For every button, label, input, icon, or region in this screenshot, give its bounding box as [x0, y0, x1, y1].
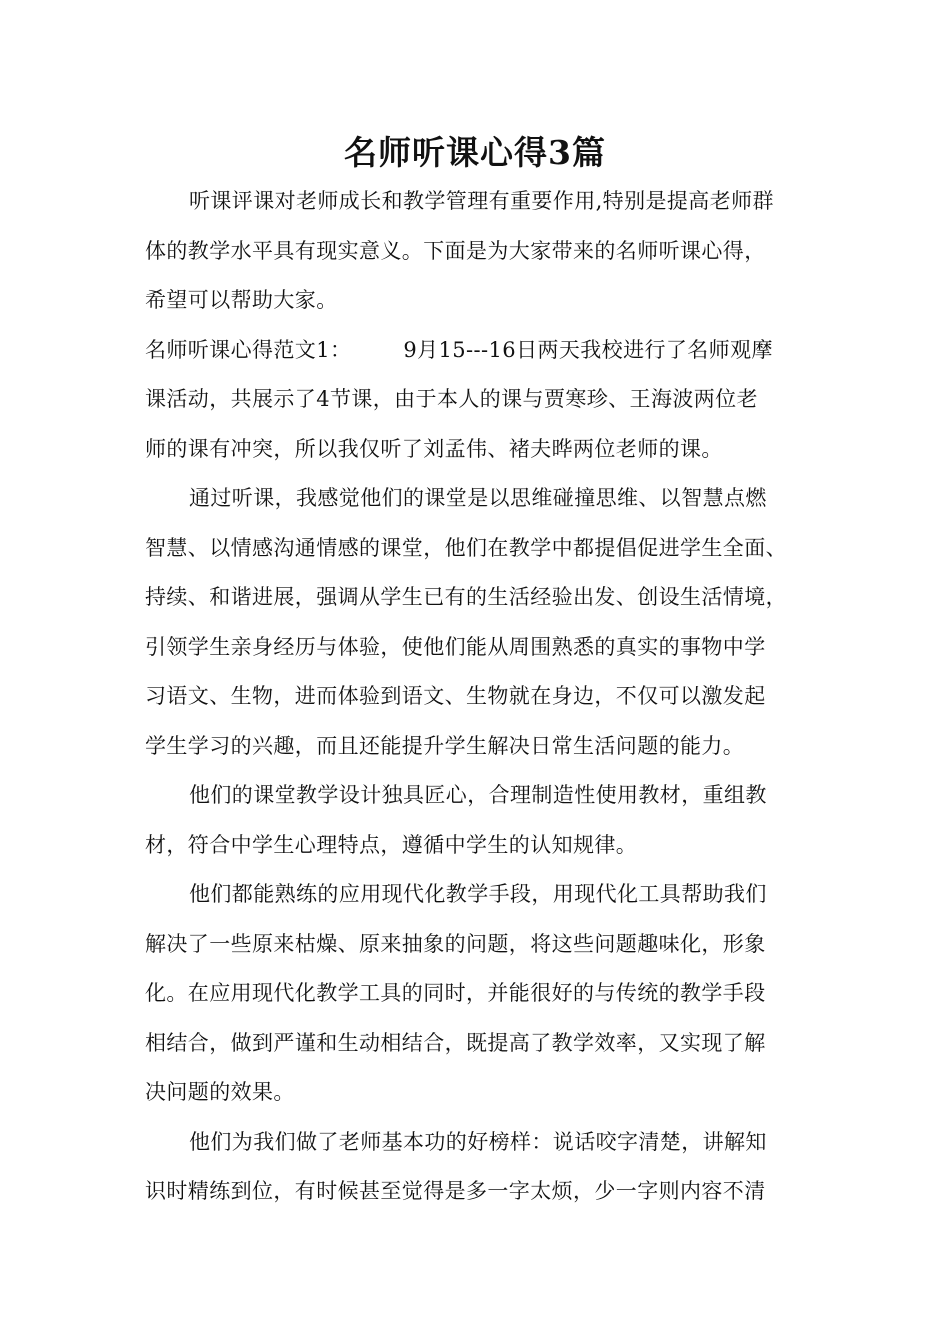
text-line: 材，符合中学生心理特点，遵循中学生的认知规律。 — [145, 832, 638, 857]
text-line: 解决了一些原来枯燥、原来抽象的问题，将这些问题趣味化，形象 — [145, 931, 766, 956]
text-line: 智慧、以情感沟通情感的课堂，他们在教学中都提倡促进学生全面、 — [145, 535, 787, 560]
text-line: 识时精练到位，有时候甚至觉得是多一字太烦，少一字则内容不清 — [145, 1179, 766, 1203]
text-line: 他们的课堂教学设计独具匠心，合理制造性使用教材，重组教 — [189, 783, 767, 807]
sample-intro-text: 9月15---16日两天我校进行了名师观摩 — [403, 337, 773, 362]
document-body — [145, 181, 817, 1221]
text-line: 听课评课对老师成长和教学管理有重要作用,特别是提高老师群 — [189, 189, 774, 213]
text-line: 学生学习的兴趣，而且还能提升学生解决日常生活问题的能力。 — [145, 733, 745, 758]
text-line: 引领学生亲身经历与体验，使他们能从周围熟悉的真实的事物中学 — [145, 634, 766, 659]
sample-heading: 名师听课心得范文1： — [145, 337, 352, 362]
text-line: 体的教学水平具有现实意义。下面是为大家带来的名师听课心得， — [145, 238, 766, 263]
document-title: 名师听课心得3篇 — [344, 133, 606, 172]
text-line: 持续、和谐进展，强调从学生已有的生活经验出发、创设生活情境， — [145, 585, 787, 609]
text-line: 相结合，做到严谨和生动相结合，既提高了教学效率，又实现了解 — [145, 1030, 766, 1055]
text-line: 通过听课，我感觉他们的课堂是以思维碰撞思维、以智慧点燃 — [189, 486, 767, 510]
text-line: 决问题的效果。 — [145, 1080, 295, 1104]
text-line: 习语文、生物，进而体验到语文、生物就在身边，不仅可以激发起 — [145, 684, 766, 708]
text-line: 他们为我们做了老师基本功的好榜样：说话咬字清楚，讲解知 — [189, 1129, 767, 1154]
text-line: 希望可以帮助大家。 — [145, 288, 338, 312]
text-line: 他们都能熟练的应用现代化教学手段，用现代化工具帮助我们 — [189, 882, 767, 906]
text-line: 课活动，共展示了4节课，由于本人的课与贾寒珍、王海波两位老 — [145, 387, 758, 411]
text-line: 化。在应用现代化教学工具的同时，并能很好的与传统的教学手段 — [145, 981, 766, 1005]
text-line: 师的课有冲突，所以我仅听了刘孟伟、褚夫晔两位老师的课。 — [145, 436, 723, 461]
text-line-sample-heading — [145, 330, 817, 380]
